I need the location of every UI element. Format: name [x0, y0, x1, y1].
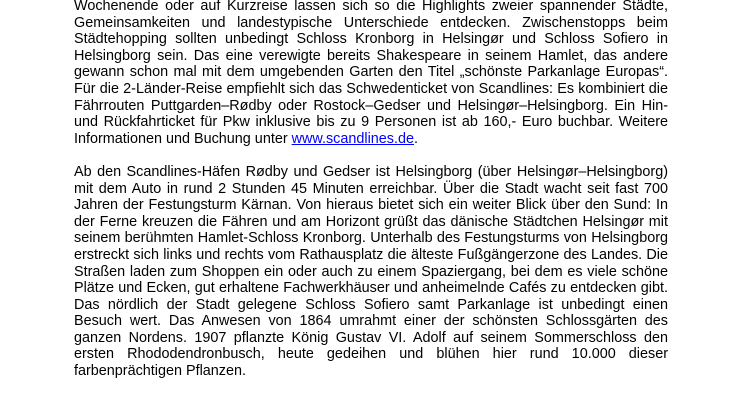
paragraph-travel-intro-end: .	[414, 130, 418, 147]
paragraph-travel-intro	[74, 0, 668, 147]
paragraph-helsingborg: Ab den Scandlines-Häfen Rødby und Gedser ist Helsingborg (über Helsingør–Helsingborg) mit dem Auto in rund 2 Stunden 45 Minuten erreichbar. Über die Stadt wacht seit fast 700 Jahren der Festungsturm Kärnan. Von hieraus bietet sich ein weiter Blick über den Sund: In der Ferne kreuzen die Fähren und am Horizont grüßt das dänische Städtchen Helsingør mit seinem berühmten Hamlet-Schloss Kronborg. Unterhalb des Festungsturms von Helsingborg erstreckt sich links und rechts vom Rathausplatz die älteste Fußgängerzone des Landes. Die Straßen laden zum Shoppen ein oder auch zu einem Spaziergang, bei dem es viele schöne Plätze und Ecken, gut erhaltene Fachwerkhäuser und anheimelnde Cafés zu entdecken gibt. Das nördlich der Stadt gelegene Schloss Sofiero samt Parkanlage ist unbedingt einen Besuch wert. Das Anwesen von 1864 umrahmt einer der schönsten Schlossgärten des ganzen Nordens. 1907 pflanzte König Gustav VI. Adolf auf seinem Sommerschloss den ersten Rhododendronbusch, heute gedeihen und blühen hier rund 10.000 dieser farbenprächtigen Pflanzen.	[74, 163, 668, 380]
scandlines-link[interactable]: www.scandlines.de	[291, 130, 414, 147]
document-body	[74, 0, 668, 380]
paragraph-travel-intro-text: Wochenende oder auf Kurzreise lassen sich so die Highlights zweier spannender Städte, Gemeinsamkeiten und landestypische Unterschiede entdecken. Zwischenstopps beim Städtehopping sollten unbedingt Schloss Kronborg in Helsingør und Schloss Sofiero in Helsingborg sein. Das eine verewigte bereits Shakespeare in seinem Hamlet, das andere gewann schon mal mit dem umgebenden Garten den Titel „schönste Parkanlage Europas“. Für die 2-Länder-Reise empfiehlt sich das Schwedenticket von Scandlines: Es kombiniert die Fährrouten Puttgarden–Rødby oder Rostock–Gedser und Helsingør–Helsingborg. Ein Hin- und Rückfahrticket für Pkw inklusive bis zu 9 Personen ist ab 160,- Euro buchbar. Weitere Informationen und Buchung unter	[74, 0, 668, 147]
